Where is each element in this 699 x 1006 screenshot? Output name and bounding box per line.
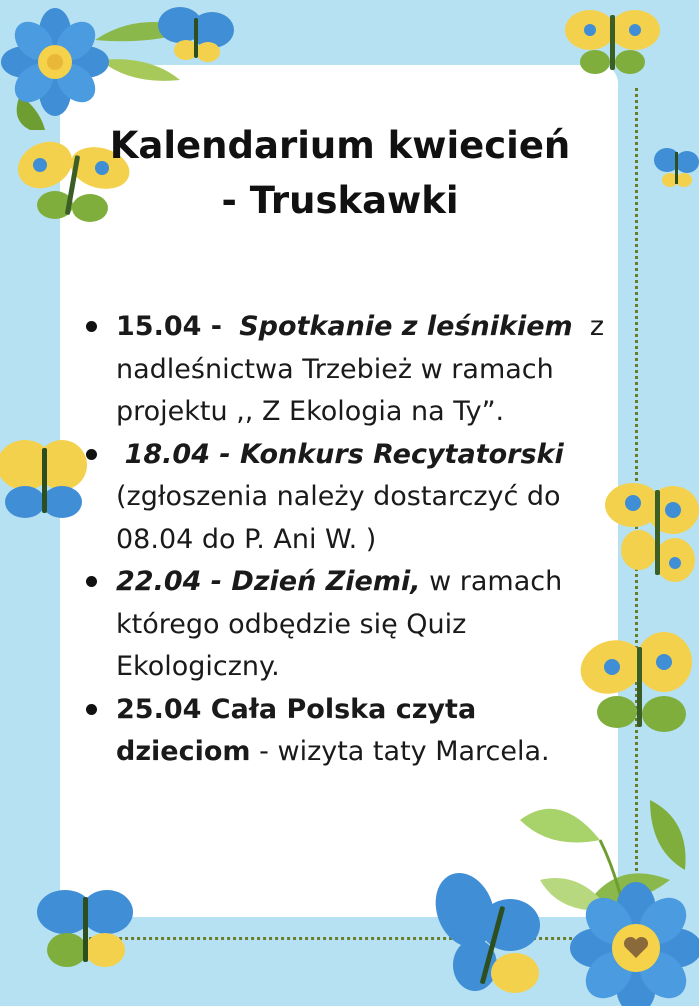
bullet-icon <box>86 449 97 460</box>
event-title: 18.04 - Konkurs Recytatorski <box>124 438 564 470</box>
title-line-2: - Truskawki <box>221 179 459 222</box>
butterfly-icon <box>560 0 665 85</box>
event-title: 22.04 - Dzień Ziemi, <box>116 566 421 597</box>
event-date: 15.04 - <box>116 311 223 342</box>
event-text: w ramach <box>429 566 563 597</box>
butterfly-icon <box>652 140 699 195</box>
page-title <box>60 118 620 228</box>
butterfly-icon <box>150 0 240 70</box>
event-text: 08.04 do P. Ani W. ) <box>116 523 377 555</box>
list-item <box>86 689 606 774</box>
list-item <box>86 561 606 689</box>
bullet-icon <box>86 321 97 332</box>
event-text: z <box>589 311 605 342</box>
flower-icon <box>568 880 699 1006</box>
event-text: nadleśnictwa Trzebież w ramach <box>116 353 554 385</box>
butterfly-icon <box>0 430 92 530</box>
event-text: którego odbędzie się Quiz <box>116 608 467 640</box>
list-item <box>86 306 606 434</box>
bullet-icon <box>86 576 97 587</box>
butterfly-icon <box>603 475 699 595</box>
event-text: Ekologiczny. <box>116 651 280 682</box>
event-name: Spotkanie z leśnikiem <box>239 311 573 342</box>
list-item <box>86 434 606 562</box>
event-title: dzieciom <box>116 736 251 767</box>
butterfly-icon <box>420 865 560 1006</box>
title-line-1: Kalendarium kwiecień <box>109 124 571 167</box>
bullet-icon <box>86 704 97 715</box>
event-title: 25.04 Cała Polska czyta <box>116 693 477 725</box>
event-text: - wizyta taty Marcela. <box>259 736 550 767</box>
event-text: projektu ,, Z Ekologia na Ty”. <box>116 396 505 427</box>
butterfly-icon <box>35 882 135 977</box>
events-list <box>86 306 606 774</box>
event-text: (zgłoszenia należy dostarczyć do <box>116 481 561 512</box>
